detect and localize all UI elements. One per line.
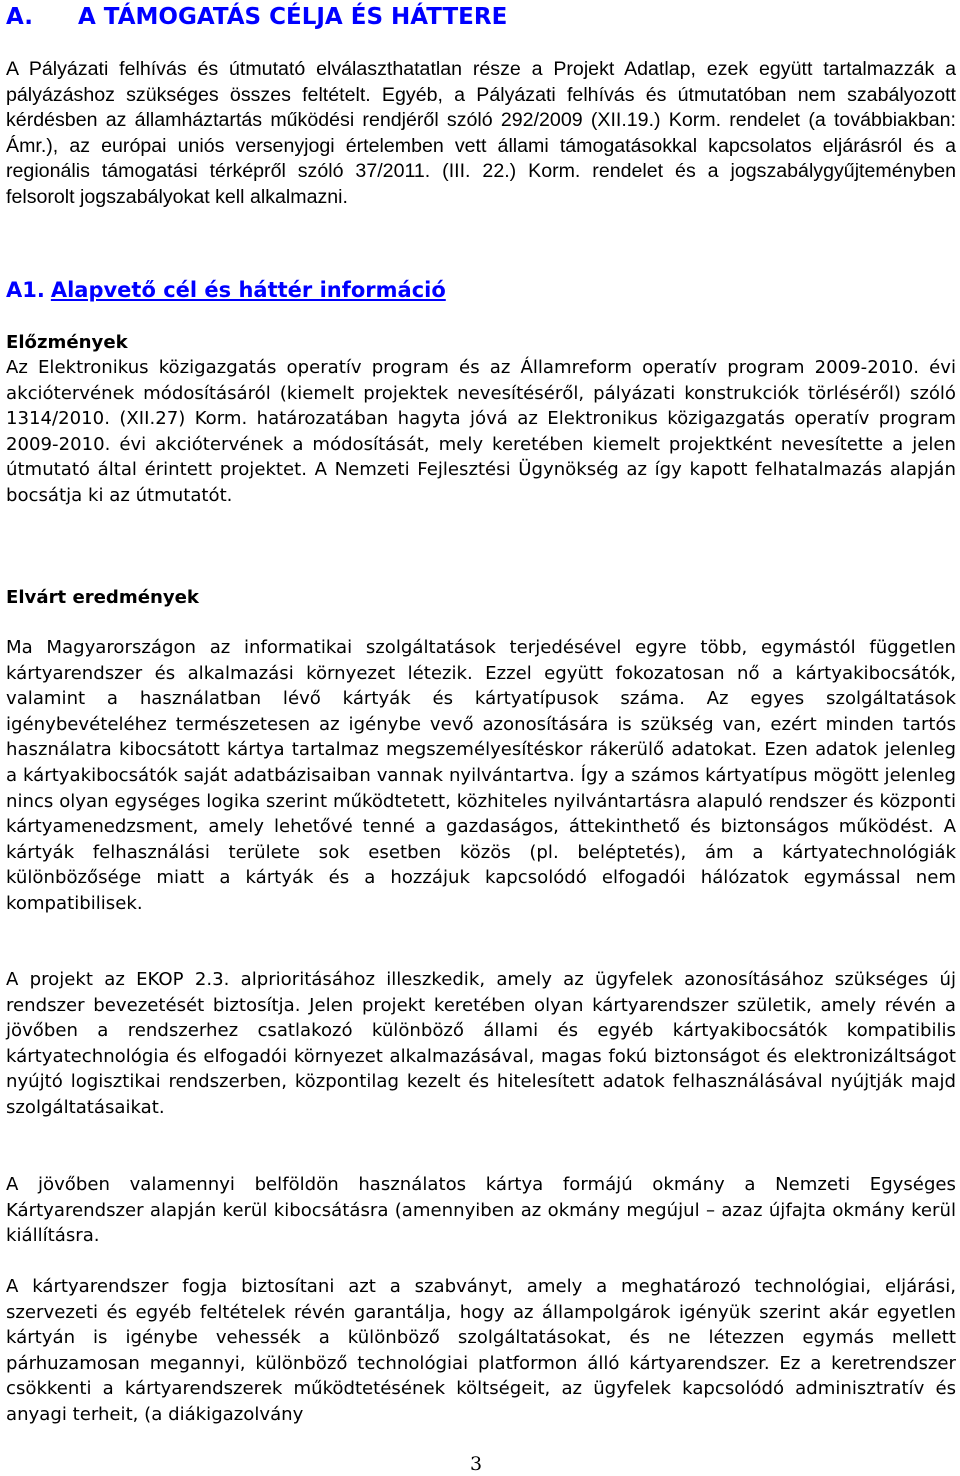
page-number: 3 (470, 1453, 483, 1475)
intro-paragraph: A Pályázati felhívás és útmutató elválaszthatatlan része a Projekt Adatlap, ezek együtt tartalmazzák a pályázáshoz szükséges összes feltételt. Egyéb, a Pályázati felhívás és útmutatóban nem szabályozott kérdésben az államháztartás működési rendjéről szóló 292/2009 (XII.19.) Korm. rendelet (a továbbiakban: Ámr.), az európai uniós versenyjogi értelemben vett állami támogatásokkal kapcsolatos eljárásról és a regionális támogatási térképről szóló 37/2011. (III. 22.) Korm. rendelet és a jogszabálygyűjteményben felsorolt jogszabályokat kell alkalmazni. (6, 58, 956, 208)
elvart-paragraph-3: A jövőben valamennyi belföldön használatos kártya formájú okmány a Nemzeti Egységes Kártyarendszer alapján kerül kibocsátásra (amennyiben az okmány megújul – azaz újfajta okmány kerül kiállításra. (6, 1174, 956, 1247)
subsection-number: A1. (6, 278, 45, 302)
section-title: A TÁMOGATÁS CÉLJA ÉS HÁTTERE (78, 4, 508, 30)
section-heading (6, 2, 956, 32)
elvart-paragraph-2: A projekt az EKOP 2.3. alprioritásához illeszkedik, amely az ügyfelek azonosításához szükséges új rendszer bevezetését biztosítja. Jelen projekt keretében olyan kártyarendszer születik, amely révén a jövőben a rendszerhez csatlakozó különböző állami és egyéb kártyakibocsátók kompatibilis kártyatechnológia és elfogadói környezet alkalmazásával, magas fokú biztonságot és elektronizáltságot nyújtó logisztikai rendszerben, központilag kezelt és hitelesített adatok felhasználásával nyújtják majd szolgáltatásaikat. (6, 969, 956, 1118)
subsection-title: Alapvető cél és háttér információ (50, 278, 446, 302)
section-number: A. (6, 4, 33, 30)
elozmenyek-paragraph: Az Elektronikus közigazgatás operatív program és az Államreform operatív program 2009-2010. évi akciótervének módosításáról (kiemelt projektek nevesítéséről, pályázati konstrukciók törléséről) szóló 1314/2010. (XII.27) Korm. határozatában hagyta jóvá az Elektronikus közigazgatás operatív program 2009-2010. évi akciótervének a módosítását, mely keretében kiemelt projektként nevesítette a jelen útmutató által érintett projektet. A Nemzeti Fejlesztési Ügynökség az így kapott felhatalmazás alapján bocsátja ki az útmutatót. (6, 357, 956, 506)
subsection-heading (6, 275, 446, 305)
elozmenyek-label: Előzmények (6, 332, 128, 353)
elvart-label: Elvárt eredmények (6, 587, 199, 608)
elvart-paragraph-1: Ma Magyarországon az informatikai szolgáltatások terjedésével egyre több, egymástól független kártyarendszer és alkalmazási környezet létezik. Ezzel együtt fokozatosan nő a kártyakibocsátók, valamint a használatban lévő kártyák és kártyatípusok száma. Az egyes szolgáltatások igénybevételéhez természetesen az igénybe vevő azonosítására is szükség van, ezért minden tartós használatra kibocsátott kártya tartalmaz megszemélyesítéskor rákerülő adatokat. Ezen adatok jelenleg a kártyakibocsátók saját adatbázisaiban vannak nyilvántartva. Így a számos kártyatípus mögött jelenleg nincs olyan egységes logika szerint működtetett, közhiteles nyilvántartásra alapuló rendszer és központi kártyamenedzsment, amely lehetővé tenné a gazdaságos, áttekinthető és biztonságos működést. A kártyák felhasználási területe sok esetben közös (pl. beléptetés), ám a kártyatechnológiák különbözősége miatt a kártyák és a hozzájuk kapcsolódó elfogadói hálózatok egymással nem kompatibilisek. (6, 637, 956, 914)
elvart-paragraph-4: A kártyarendszer fogja biztosítani azt a szabványt, amely a meghatározó technológiai, eljárási, szervezeti és egyéb feltételek révén garantálja, hogy az állampolgárok igényük szerint akár egyetlen kártyán is igénybe vehessék a különböző szolgáltatásokat, és ne létezzen egymás mellett párhuzamosan megannyi, különböző technológiai platformon álló kártyarendszer. Ez a keretrendszer csökkenti a kártyarendszerek működtetésének költségeit, az ügyfelek kapcsolódó adminisztratív és anyagi terheit, (a diákigazolvány (6, 1276, 956, 1425)
